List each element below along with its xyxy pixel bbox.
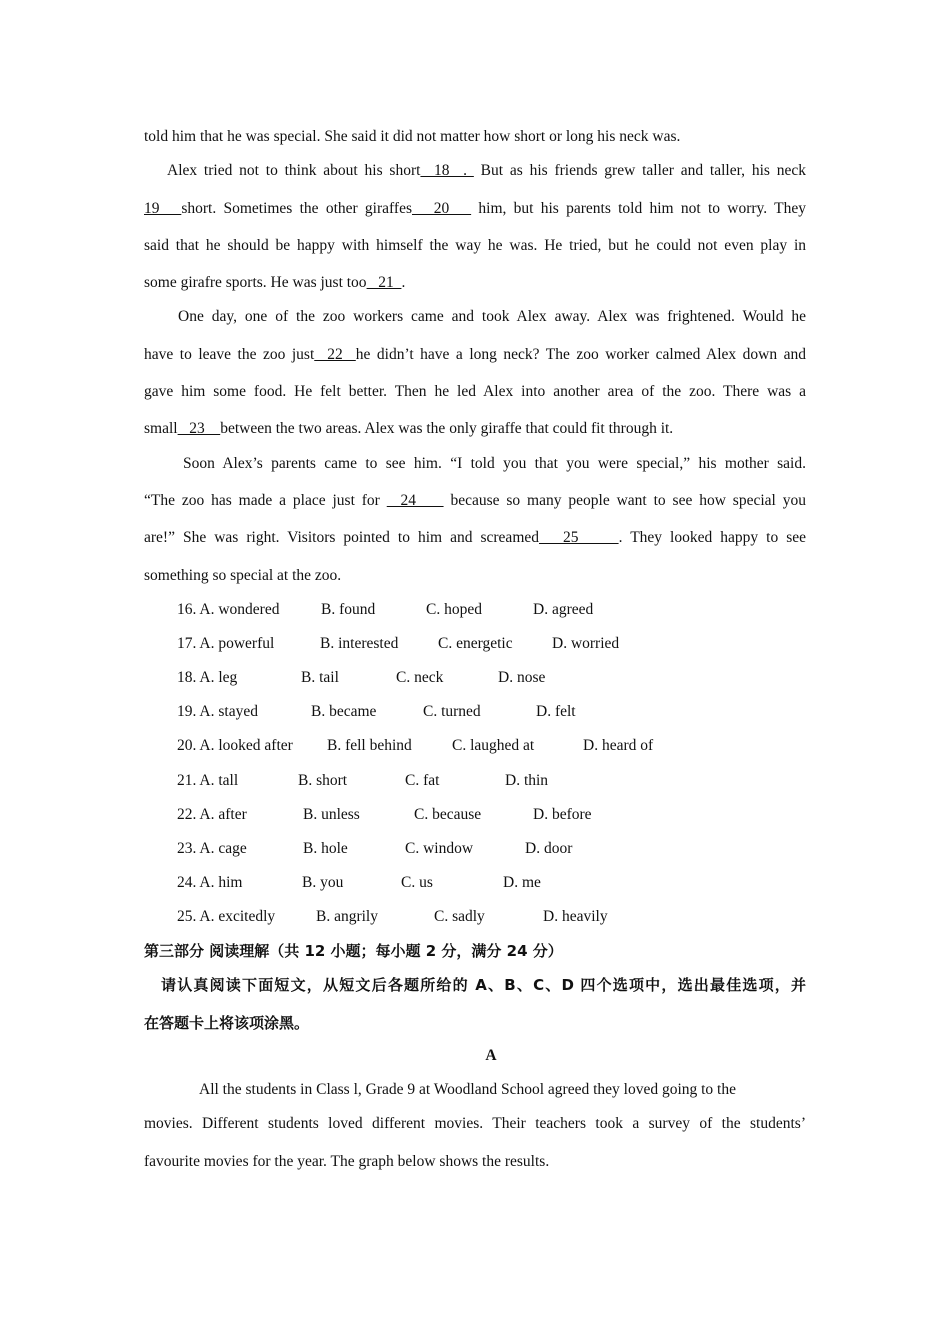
- question-21-option-c: C. fat: [405, 772, 440, 789]
- blank-20: 20: [412, 200, 472, 217]
- question-16-option-a: 16. A. wondered: [177, 601, 280, 618]
- passage-line: [144, 199, 806, 219]
- passage-line: [144, 491, 806, 511]
- passage-text: gave him some food. He felt better. Then he led Alex into another area of the zoo. There was a: [144, 383, 806, 400]
- passage-text: short. Sometimes the other giraffes: [181, 200, 412, 217]
- passage-text: Alex tried not to think about his short: [167, 162, 421, 179]
- blank-22: 22: [314, 346, 356, 363]
- question-25-option-d: D. heavily: [543, 908, 608, 925]
- question-21-option-b: B. short: [298, 772, 348, 789]
- reading-line: All the students in Class l, Grade 9 at Woodland School agreed they loved going to the: [199, 1081, 736, 1098]
- question-24-option-a: 24. A. him: [177, 874, 243, 891]
- passage-line: [144, 345, 806, 365]
- passage-text: small: [144, 420, 178, 437]
- passage-line: [144, 236, 806, 256]
- passage-text: because so many people want to see how special you: [443, 492, 806, 509]
- question-17-option-d: D. worried: [552, 635, 620, 652]
- blank-25: 25: [539, 529, 619, 546]
- passage-line: [144, 419, 806, 439]
- reading-line: movies. Different students loved different movies. Their teachers took a survey of the students’: [144, 1115, 806, 1132]
- passage-text: told him that he was special. She said it did not matter how short or long his neck was.: [144, 128, 681, 145]
- question-23-option-b: B. hole: [303, 840, 348, 857]
- question-18-option-a: 18. A. leg: [177, 669, 238, 686]
- passage-text: Soon Alex’s parents came to see him. “I told you that you were special,” his mother said.: [183, 455, 806, 472]
- question-16-option-b: B. found: [321, 601, 376, 618]
- question-19-option-c: C. turned: [423, 703, 481, 720]
- passage-text: some girafre sports. He was just too: [144, 274, 367, 291]
- question-18-option-d: D. nose: [498, 669, 546, 686]
- question-18-option-c: C. neck: [396, 669, 444, 686]
- section-instructions: 请认真阅读下面短文，从短文后各题所给的 A、B、C、D 四个选项中，选出最佳选项，并: [161, 976, 806, 994]
- passage-line: [144, 528, 806, 548]
- passage-text: .: [401, 274, 406, 291]
- question-21-option-a: 21. A. tall: [177, 772, 239, 789]
- passage-text: him, but his parents told him not to worry. They: [471, 200, 807, 217]
- passage-line: [144, 454, 806, 474]
- passage-line: [144, 273, 806, 293]
- question-18-option-b: B. tail: [301, 669, 339, 686]
- question-19-option-a: 19. A. stayed: [177, 703, 258, 720]
- question-23-option-a: 23. A. cage: [177, 840, 247, 857]
- passage-text: “The zoo has made a place just for: [144, 492, 387, 509]
- question-20-option-d: D. heard of: [583, 737, 654, 754]
- question-19-option-d: D. felt: [536, 703, 576, 720]
- question-17-option-a: 17. A. powerful: [177, 635, 275, 652]
- blank-21: 21: [366, 274, 402, 291]
- question-16-option-d: D. agreed: [533, 601, 594, 618]
- question-22-option-a: 22. A. after: [177, 806, 247, 823]
- passage-text: said that he should be happy with himself the way he was. He tried, but he could not even play in: [144, 237, 806, 254]
- question-17-option-b: B. interested: [320, 635, 399, 652]
- reading-line: favourite movies for the year. The graph below shows the results.: [144, 1153, 550, 1170]
- passage-text: between the two areas. Alex was the only giraffe that could fit through it.: [220, 420, 674, 437]
- question-21-option-d: D. thin: [505, 772, 549, 789]
- question-23-option-d: D. door: [525, 840, 573, 857]
- question-20-option-a: 20. A. looked after: [177, 737, 293, 754]
- question-22-option-b: B. unless: [303, 806, 360, 823]
- passage-text: have to leave the zoo just: [144, 346, 315, 363]
- passage-line: [144, 382, 806, 402]
- blank-19: 19: [144, 200, 182, 217]
- passage-text: But as his friends grew taller and taller, his neck: [473, 162, 806, 179]
- blank-24: 24: [386, 492, 444, 509]
- blank-23: 23: [177, 420, 221, 437]
- question-24-option-b: B. you: [302, 874, 344, 891]
- passage-line: [144, 161, 806, 181]
- passage-text: something so special at the zoo.: [144, 567, 342, 584]
- passage-line: [144, 566, 806, 586]
- question-25-option-c: C. sadly: [434, 908, 485, 925]
- section-instructions: 在答题卡上将该项涂黑。: [144, 1014, 310, 1032]
- passage-text: he didn’t have a long neck? The zoo worker calmed Alex down and: [355, 346, 806, 363]
- question-24-option-d: D. me: [503, 874, 541, 891]
- question-16-option-c: C. hoped: [426, 601, 482, 618]
- section-heading: 第三部分 阅读理解（共 12 小题；每小题 2 分，满分 24 分）: [144, 942, 563, 960]
- question-17-option-c: C. energetic: [438, 635, 513, 652]
- question-20-option-c: C. laughed at: [452, 737, 535, 754]
- question-25-option-a: 25. A. excitedly: [177, 908, 276, 925]
- question-22-option-d: D. before: [533, 806, 592, 823]
- blank-18: 18 .: [420, 162, 474, 179]
- passage-line: [144, 127, 806, 147]
- question-24-option-c: C. us: [401, 874, 433, 891]
- passage-line: [144, 307, 806, 327]
- passage-text: . They looked happy to see: [618, 529, 807, 546]
- passage-text: are!” She was right. Visitors pointed to him and screamed: [144, 529, 539, 546]
- question-19-option-b: B. became: [311, 703, 377, 720]
- passage-text: One day, one of the zoo workers came and took Alex away. Alex was frightened. Would he: [178, 308, 806, 325]
- question-22-option-c: C. because: [414, 806, 482, 823]
- question-25-option-b: B. angrily: [316, 908, 378, 925]
- question-20-option-b: B. fell behind: [327, 737, 412, 754]
- question-23-option-c: C. window: [405, 840, 474, 857]
- passage-label: A: [485, 1047, 497, 1064]
